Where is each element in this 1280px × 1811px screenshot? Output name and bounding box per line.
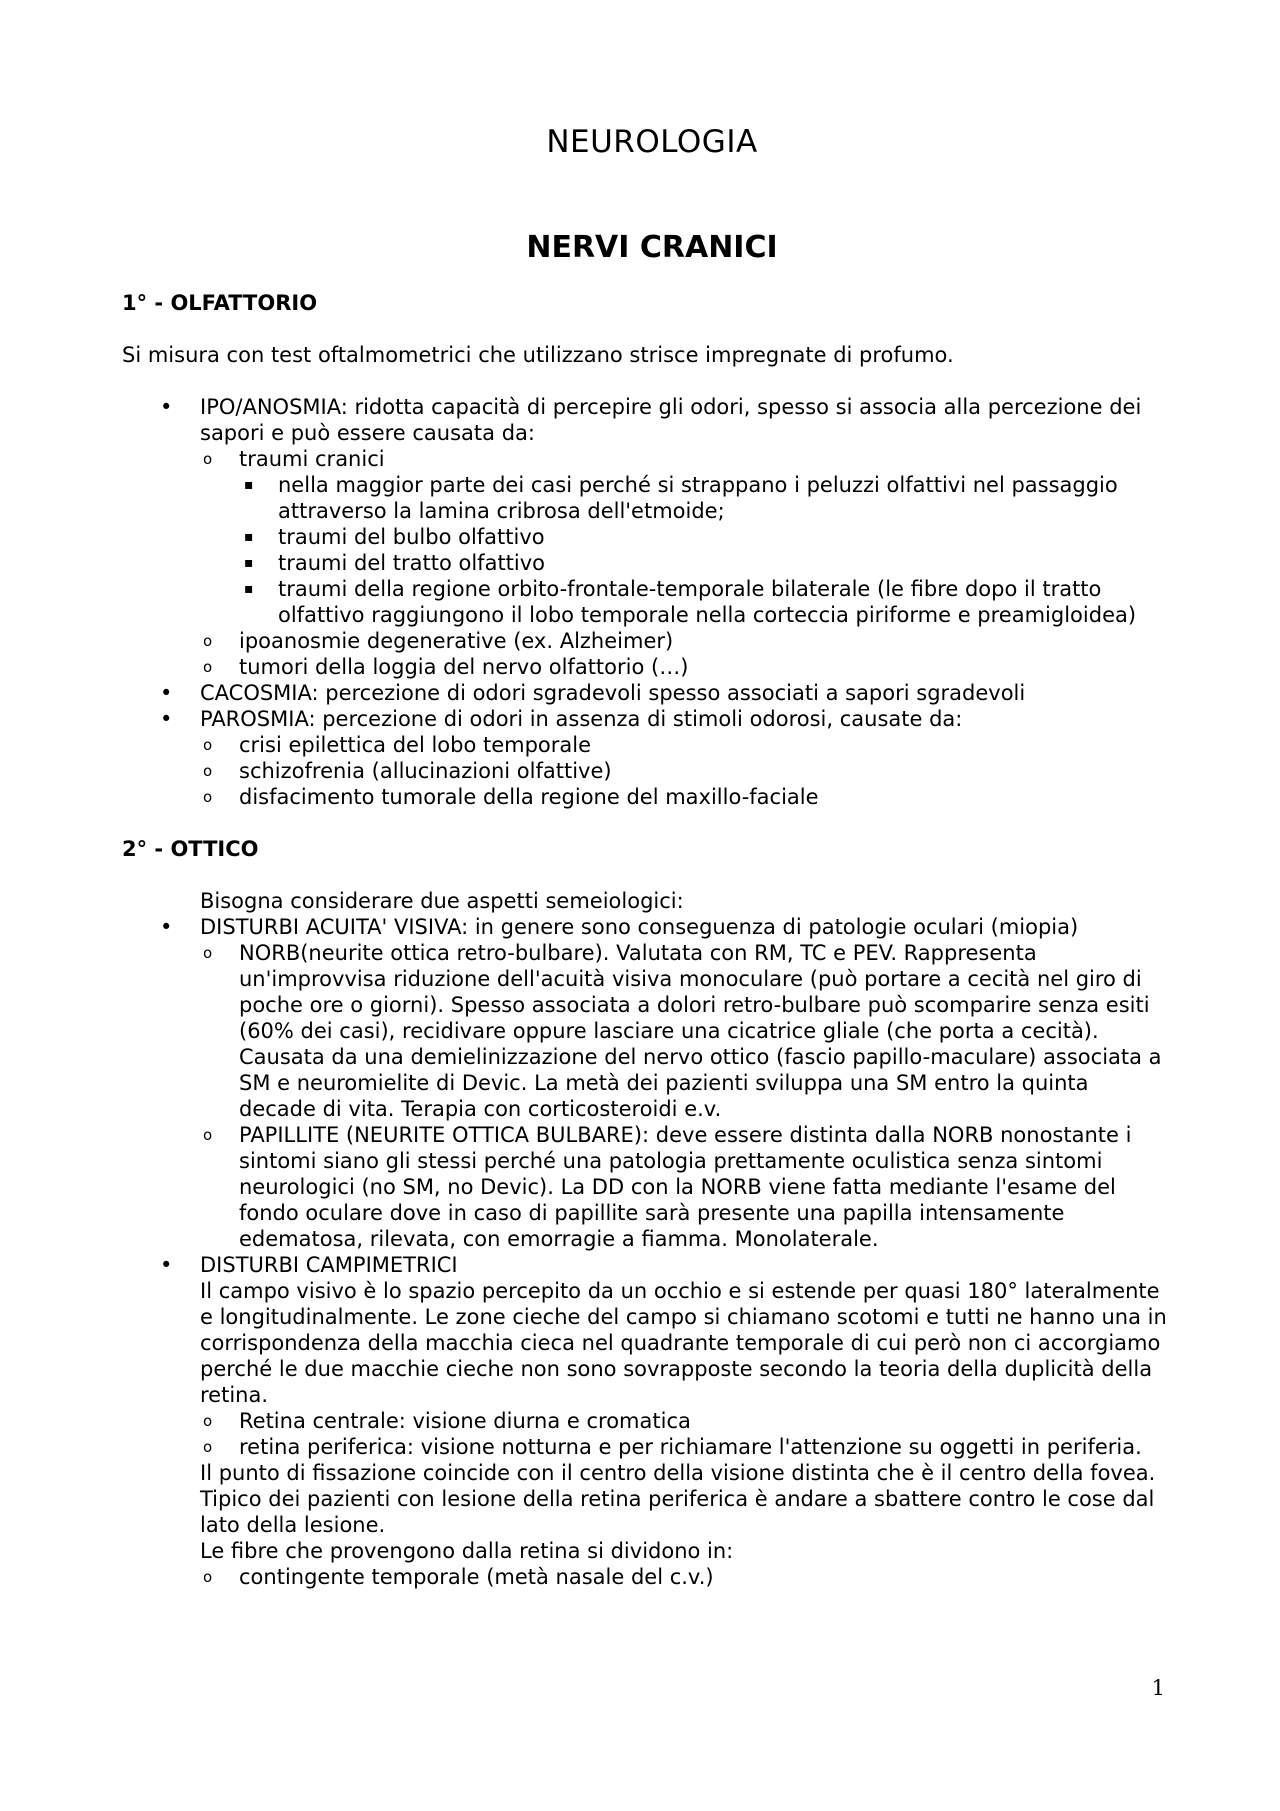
square-bullet-icon: ▪ (244, 555, 254, 571)
list-item (200, 654, 1172, 680)
bullet-icon: • (160, 395, 173, 419)
retina-periferica-text: retina periferica: visione notturna e per richiamare l'attenzione su oggetti in periferia. (239, 1435, 1142, 1459)
list-item (239, 576, 1172, 628)
list-item (200, 784, 1172, 810)
fibre-text: Le fibre che provengono dalla retina si dividono in: (200, 1539, 734, 1563)
list-item (239, 472, 1172, 524)
list-item (200, 1564, 1172, 1590)
page-number: 1 (1151, 1676, 1165, 1700)
iposmia-causes (200, 446, 1172, 680)
circle-bullet-icon: o (203, 1568, 213, 1586)
traumi-item: traumi del bulbo olfattivo (278, 525, 545, 549)
iposmia-text: IPO/ANOSMIA: ridotta capacità di percepire gli odori, spesso si associa alla percezione dei sapori e può essere causata da: (200, 395, 1142, 445)
ottico-intro: Bisogna considerare due aspetti semeiologici: (200, 889, 684, 913)
list-item (122, 706, 1172, 810)
retina-sublist (200, 1408, 1172, 1460)
retina-centrale-text: Retina centrale: visione diurna e cromatica (239, 1409, 691, 1433)
list-item (200, 758, 1172, 784)
parosmia-text: PAROSMIA: percezione di odori in assenza di stimoli odorosi, causate da: (200, 707, 963, 731)
heading-olfattorio: 1° - OLFATTORIO (122, 291, 318, 315)
circle-bullet-icon: o (203, 1438, 213, 1456)
campimetrici-text: DISTURBI CAMPIMETRICI (200, 1253, 458, 1277)
ipoanosmie-text: ipoanosmie degenerative (ex. Alzheimer) (239, 629, 674, 653)
olfattorio-list (122, 394, 1172, 810)
traumi-text: traumi cranici (239, 447, 385, 471)
circle-bullet-icon: o (203, 450, 213, 468)
norb-text: NORB(neurite ottica retro-bulbare). Valutata con RM, TC e PEV. Rappresenta un'improvvisa riduzione dell'acuità visiva monoculare (può portare a cecità nel giro di poche ore o giorni). Spesso associata a dolori retro-bulbare può scomparire senza esiti (60% dei casi), recidivare oppure lasciare una cicatrice gliale (che porta a cecità). Causata da una demielinizzazione del nervo ottico (fascio papillo-maculare) associata a SM e neuromielite di Devic. La metà dei pazienti sviluppa una SM entro la quinta decade di vita. Terapia con corticosteroidi e.v. (239, 941, 1162, 1121)
heading-ottico: 2° - OTTICO (122, 837, 259, 861)
list-item (122, 914, 1172, 1252)
acuita-text: DISTURBI ACUITA' VISIVA: in genere sono conseguenza di patologie oculari (miopia) (200, 915, 1079, 939)
traumi-item: traumi del tratto olfattivo (278, 551, 546, 575)
list-item (200, 628, 1172, 654)
list-item (200, 1434, 1172, 1460)
cacosmia-text: CACOSMIA: percezione di odori sgradevoli spesso associati a sapori sgradevoli (200, 681, 1026, 705)
fibre-sublist (200, 1564, 1172, 1590)
list-item (200, 940, 1172, 1122)
contingente-text: contingente temporale (metà nasale del c.v.) (239, 1565, 714, 1589)
circle-bullet-icon: o (203, 788, 213, 806)
traumi-item: nella maggior parte dei casi perché si strappano i peluzzi olfattivi nel passaggio attraverso la lamina cribrosa dell'etmoide; (278, 473, 1118, 523)
list-item (200, 732, 1172, 758)
list-item (122, 394, 1172, 680)
circle-bullet-icon: o (203, 762, 213, 780)
bullet-icon: • (160, 915, 173, 939)
bullet-icon: • (160, 1253, 173, 1277)
list-item (239, 550, 1172, 576)
square-bullet-icon: ▪ (244, 581, 254, 597)
circle-bullet-icon: o (203, 632, 213, 650)
papillite-text: PAPILLITE (NEURITE OTTICA BULBARE): deve essere distinta dalla NORB nonostante i sintomi siano gli stessi perché una patologia prettamente oculistica senza sintomi neurologici (no SM, no Devic). La DD con la NORB viene fatta mediante l'esame del fondo oculare dove in caso di papillite sarà presente una papilla intensamente edematosa, rilevata, con emorragie a fiamma. Monolaterale. (239, 1123, 1132, 1251)
ottico-list (122, 914, 1172, 1590)
bullet-icon: • (160, 681, 173, 705)
section-title: NERVI CRANICI (526, 230, 778, 265)
campo-visivo-text: Il campo visivo è lo spazio percepito da un occhio e si estende per quasi 180° lateralmente e longitudinalmente. Le zone cieche del campo si chiamano scotomi e tutti ne hanno una in corrispondenza della macchia cieca nel quadrante temporale di cui però non ci accorgiamo perché le due macchie cieche non sono sovrapposte secondo la teoria della duplicità della retina. (200, 1279, 1167, 1407)
circle-bullet-icon: o (203, 658, 213, 676)
circle-bullet-icon: o (203, 944, 213, 962)
list-item (200, 1408, 1172, 1434)
parosmia-cause: disfacimento tumorale della regione del maxillo-faciale (239, 785, 819, 809)
list-item (122, 680, 1172, 706)
circle-bullet-icon: o (203, 1126, 213, 1144)
tumori-text: tumori della loggia del nervo olfattorio (…) (239, 655, 689, 679)
document-title: NEUROLOGIA (546, 124, 758, 160)
square-bullet-icon: ▪ (244, 529, 254, 545)
list-item (239, 524, 1172, 550)
fissazione-text: Il punto di fissazione coincide con il centro della visione distinta che è il centro della fovea. Tipico dei pazienti con lesione della retina periferica è andare a sbattere contro le cose dal lato della lesione. (200, 1461, 1156, 1537)
traumi-item: traumi della regione orbito-frontale-temporale bilaterale (le fibre dopo il tratto olfattivo raggiungono il lobo temporale nella corteccia piriforme e preamigloidea) (278, 577, 1137, 627)
traumi-list (239, 472, 1172, 628)
square-bullet-icon: ▪ (244, 477, 254, 493)
parosmia-cause: crisi epilettica del lobo temporale (239, 733, 592, 757)
list-item (200, 446, 1172, 628)
bullet-icon: • (160, 707, 173, 731)
document-body (122, 290, 1172, 1590)
acuita-sublist (200, 940, 1172, 1252)
parosmia-cause: schizofrenia (allucinazioni olfattive) (239, 759, 612, 783)
list-item (200, 1122, 1172, 1252)
olfattorio-intro: Si misura con test oftalmometrici che utilizzano strisce impregnate di profumo. (122, 343, 954, 367)
parosmia-causes (200, 732, 1172, 810)
list-item (122, 1252, 1172, 1590)
circle-bullet-icon: o (203, 1412, 213, 1430)
circle-bullet-icon: o (203, 736, 213, 754)
